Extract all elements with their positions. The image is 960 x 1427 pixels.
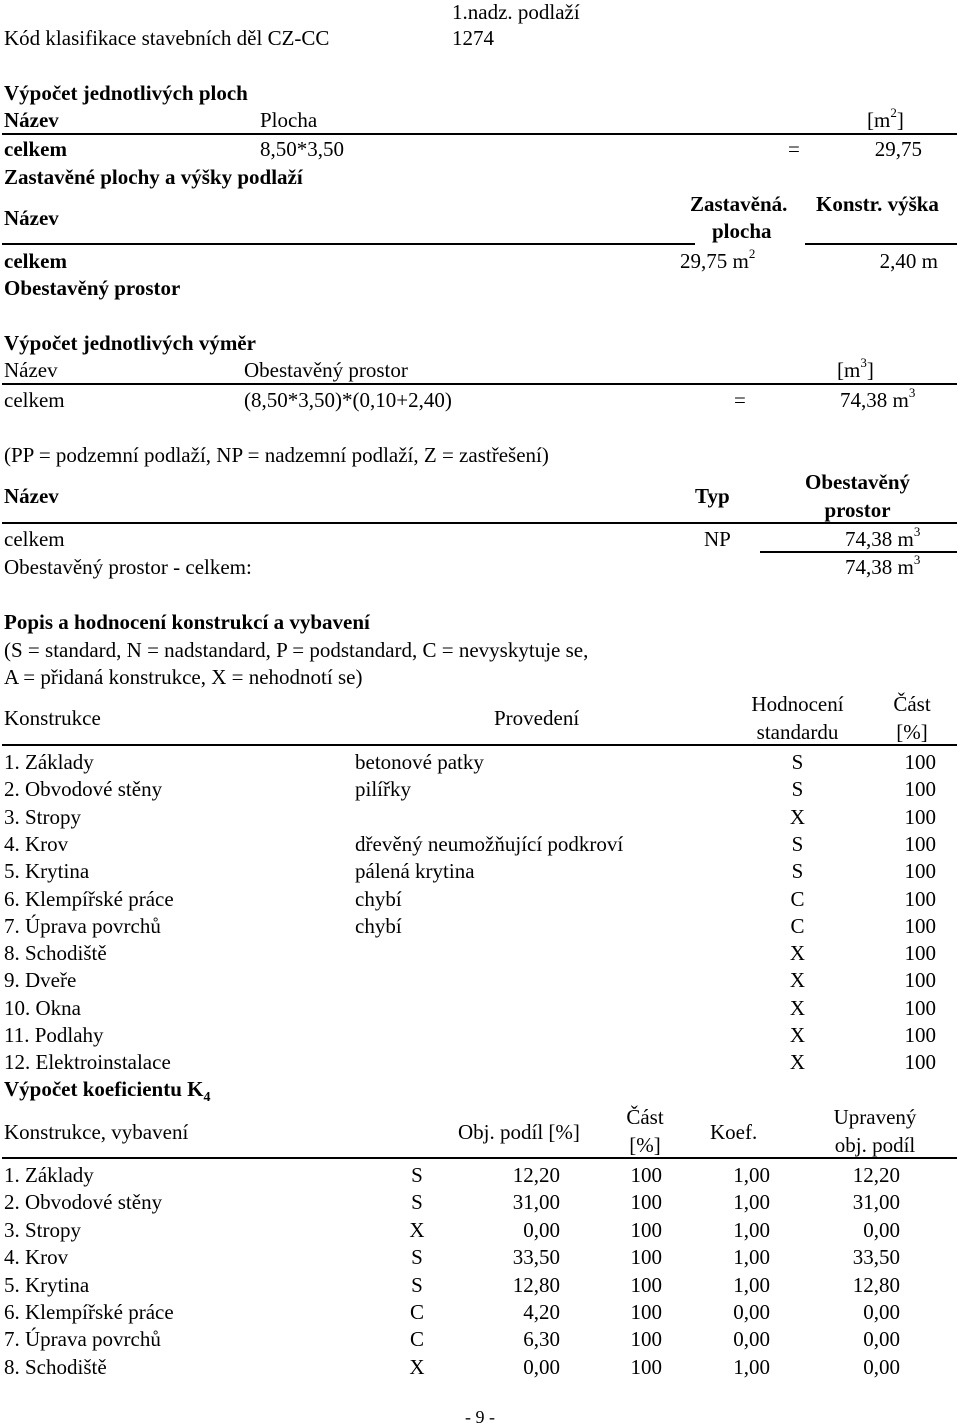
construction-rating: X [789,941,806,966]
coefficient-name: 7. Úprava povrchů [4,1327,161,1352]
areas-header-rule [2,133,957,135]
coefficient-adjusted: 0,00 [863,1217,900,1242]
built-col-name: Název [4,206,59,230]
constructions-title: Popis a hodnocení konstrukcí a vybavení [4,610,370,634]
space-col-volume-1: Obestavěný [805,470,910,494]
constructions-col-part-1: Část [893,692,931,716]
areas-title: Výpočet jednotlivých ploch [4,81,248,105]
coefficient-col-adjusted-2: obj. podíl [834,1133,916,1157]
construction-part: 100 [904,750,936,774]
construction-rating: C [790,886,805,911]
coefficient-col-part-1: Část [626,1105,664,1129]
coefficient-rating: S [411,1190,423,1215]
construction-rating: S [791,750,804,774]
coefficient-name: 3. Stropy [4,1217,82,1242]
coefficient-name: 1. Základy [4,1163,94,1187]
coefficient-coef: 1,00 [733,1217,770,1242]
coefficient-part: 100 [630,1245,662,1270]
coefficient-coef: 0,00 [733,1300,770,1324]
coefficient-coef: 1,00 [733,1190,770,1215]
classification-code-value: 1274 [452,26,494,50]
constructions-col-name: Konstrukce [4,706,101,730]
space-total-value: 74,38 $m^3$ [845,552,921,579]
areas-row-value: 29,75 [874,137,922,161]
coefficient-col-share: Obj. podíl [%] [458,1120,580,1144]
coefficient-share: 6,30 [523,1327,560,1352]
coefficient-title: Výpočet koeficientu $K_4$ [4,1077,211,1106]
built-row-area: 29,75 $m^2$ [680,246,756,273]
coefficient-coef: 1,00 [733,1354,770,1379]
construction-rating: X [789,1050,806,1075]
coefficient-name: 5. Krytina [4,1272,90,1297]
coefficient-adjusted: 33,50 [852,1245,900,1270]
volumes-row-eq: = [734,388,746,412]
coefficient-part: 100 [630,1190,662,1215]
construction-execution: betonové patky [355,750,484,774]
coefficient-rating: X [409,1354,425,1379]
areas-col-unit: $[m^2]$ [867,105,904,132]
space-total-label: Obestavěný prostor - celkem: [4,555,252,579]
construction-name: 12. Elektroinstalace [4,1050,171,1075]
areas-col-area: Plocha [260,108,318,132]
space-col-type: Typ [695,484,730,508]
coefficient-coef: 0,00 [733,1327,770,1352]
built-col-area-2: plocha [712,219,772,243]
construction-part: 100 [904,859,936,884]
coefficient-share: 0,00 [523,1354,560,1379]
built-header-rule-left [2,243,695,245]
coefficient-share: 33,50 [512,1245,560,1270]
construction-rating: X [789,995,806,1020]
construction-name: 10. Okna [4,995,81,1020]
construction-name: 11. Podlahy [4,1023,104,1047]
construction-execution: chybí [355,886,402,911]
page-number: - 9 - [465,1407,495,1427]
coefficient-rating: S [411,1245,423,1270]
coefficient-adjusted: 0,00 [863,1327,900,1352]
coefficient-rating: C [409,1327,424,1352]
areas-row-formula: 8,50*3,50 [260,137,344,161]
construction-rating: X [789,804,806,829]
space-row-value: 74,38 $m^3$ [845,524,921,551]
coefficient-col-part-2: [%] [629,1133,661,1157]
coefficient-adjusted: 12,20 [852,1163,900,1187]
construction-part: 100 [904,913,936,938]
coefficient-share: 31,00 [512,1190,560,1215]
space-total-rule [760,551,957,553]
coefficient-part: 100 [630,1300,662,1324]
floor-type-legend: (PP = podzemní podlaží, NP = nadzemní podlaží, Z = zastřešení) [4,443,549,467]
construction-name: 4. Krov [4,831,69,856]
coefficient-rating: X [409,1217,425,1242]
construction-execution: dřevěný neumožňující podkroví [355,831,624,856]
space-col-volume-2: prostor [824,498,891,522]
construction-part: 100 [904,941,936,966]
coefficient-part: 100 [630,1163,662,1187]
volumes-row-name: celkem [4,388,65,412]
coefficient-adjusted: 31,00 [852,1190,900,1215]
constructions-legend-2: A = přidaná konstrukce, X = nehodnotí se) [4,665,363,689]
coefficient-adjusted: 12,80 [852,1272,900,1297]
floor-label: 1.nadz. podlaží [452,0,580,24]
classification-code-label: Kód klasifikace stavebních děl CZ-CC [4,26,330,50]
construction-part: 100 [904,1023,936,1047]
construction-rating: C [790,913,805,938]
construction-rating: S [791,831,804,856]
construction-part: 100 [904,995,936,1020]
constructions-col-part-2: [%] [896,720,928,744]
space-col-name: Název [4,484,59,508]
volumes-col-space: Obestavěný prostor [244,358,408,382]
constructions-header-rule [2,744,957,746]
coefficient-name: 6. Klempířské práce [4,1300,174,1324]
space-row-type: NP [704,527,731,551]
coefficient-part: 100 [630,1327,662,1352]
coefficient-name: 8. Schodiště [4,1354,107,1379]
built-title: Zastavěné plochy a výšky podlaží [4,165,303,189]
coefficient-rating: C [409,1300,424,1324]
coefficient-rating: S [411,1272,423,1297]
coefficient-adjusted: 0,00 [863,1354,900,1379]
coefficient-coef: 1,00 [733,1245,770,1270]
coefficient-header-rule [2,1157,957,1159]
construction-part: 100 [904,968,936,993]
constructions-col-rating-2: standardu [756,720,839,744]
construction-name: 8. Schodiště [4,941,107,966]
construction-part: 100 [904,804,936,829]
built-col-area-1: Zastavěná. [690,192,788,216]
space-row-name: celkem [4,527,65,551]
construction-name: 7. Úprava povrchů [4,913,161,938]
construction-name: 1. Základy [4,750,94,774]
coefficient-name: 2. Obvodové stěny [4,1190,163,1215]
construction-name: 3. Stropy [4,804,82,829]
construction-part: 100 [904,1050,936,1075]
construction-rating: S [791,777,804,802]
areas-row-name: celkem [4,137,67,161]
coefficient-adjusted: 0,00 [863,1300,900,1324]
coefficient-part: 100 [630,1217,662,1242]
coefficient-share: 12,20 [512,1163,560,1187]
coefficient-col-adjusted-1: Upravený [833,1105,917,1129]
constructions-col-rating-1: Hodnocení [751,692,844,716]
built-row-height: 2,40 m [879,249,938,273]
construction-rating: X [789,968,806,993]
coefficient-name: 4. Krov [4,1245,69,1270]
built-col-height: Konstr. výška [816,192,939,216]
volumes-row-value: 74,38 $m^3$ [840,385,916,412]
coefficient-part: 100 [630,1272,662,1297]
construction-rating: X [789,1023,806,1047]
built-footer: Obestavěný prostor [4,276,181,300]
construction-rating: S [791,859,804,884]
space-header-rule [2,522,957,524]
coefficient-col-name: Konstrukce, vybavení [4,1120,189,1144]
volumes-header-rule [2,383,957,385]
built-row-name: celkem [4,249,67,273]
construction-part: 100 [904,777,936,802]
areas-row-eq: = [788,137,800,161]
volumes-title: Výpočet jednotlivých výměr [4,331,256,355]
areas-col-name: Název [4,108,59,132]
construction-part: 100 [904,831,936,856]
constructions-col-execution: Provedení [494,706,580,730]
construction-name: 5. Krytina [4,859,90,884]
coefficient-share: 4,20 [523,1300,560,1324]
coefficient-col-coef: Koef. [710,1120,758,1144]
volumes-col-name: Název [4,358,58,382]
construction-name: 6. Klempířské práce [4,886,174,911]
coefficient-rating: S [411,1163,423,1187]
construction-execution: chybí [355,913,402,938]
coefficient-share: 0,00 [523,1217,560,1242]
construction-execution: pálená krytina [355,859,475,884]
coefficient-share: 12,80 [512,1272,560,1297]
coefficient-part: 100 [630,1354,662,1379]
built-header-rule-right [805,243,957,245]
construction-name: 2. Obvodové stěny [4,777,163,802]
constructions-legend-1: (S = standard, N = nadstandard, P = podstandard, C = nevyskytuje se, [4,638,589,662]
construction-execution: pilířky [355,777,411,802]
construction-part: 100 [904,886,936,911]
construction-name: 9. Dveře [4,968,77,993]
volumes-col-unit: $[m^3]$ [837,355,874,382]
volumes-row-formula: (8,50*3,50)*(0,10+2,40) [244,388,452,412]
coefficient-coef: 1,00 [733,1163,770,1187]
coefficient-coef: 1,00 [733,1272,770,1297]
